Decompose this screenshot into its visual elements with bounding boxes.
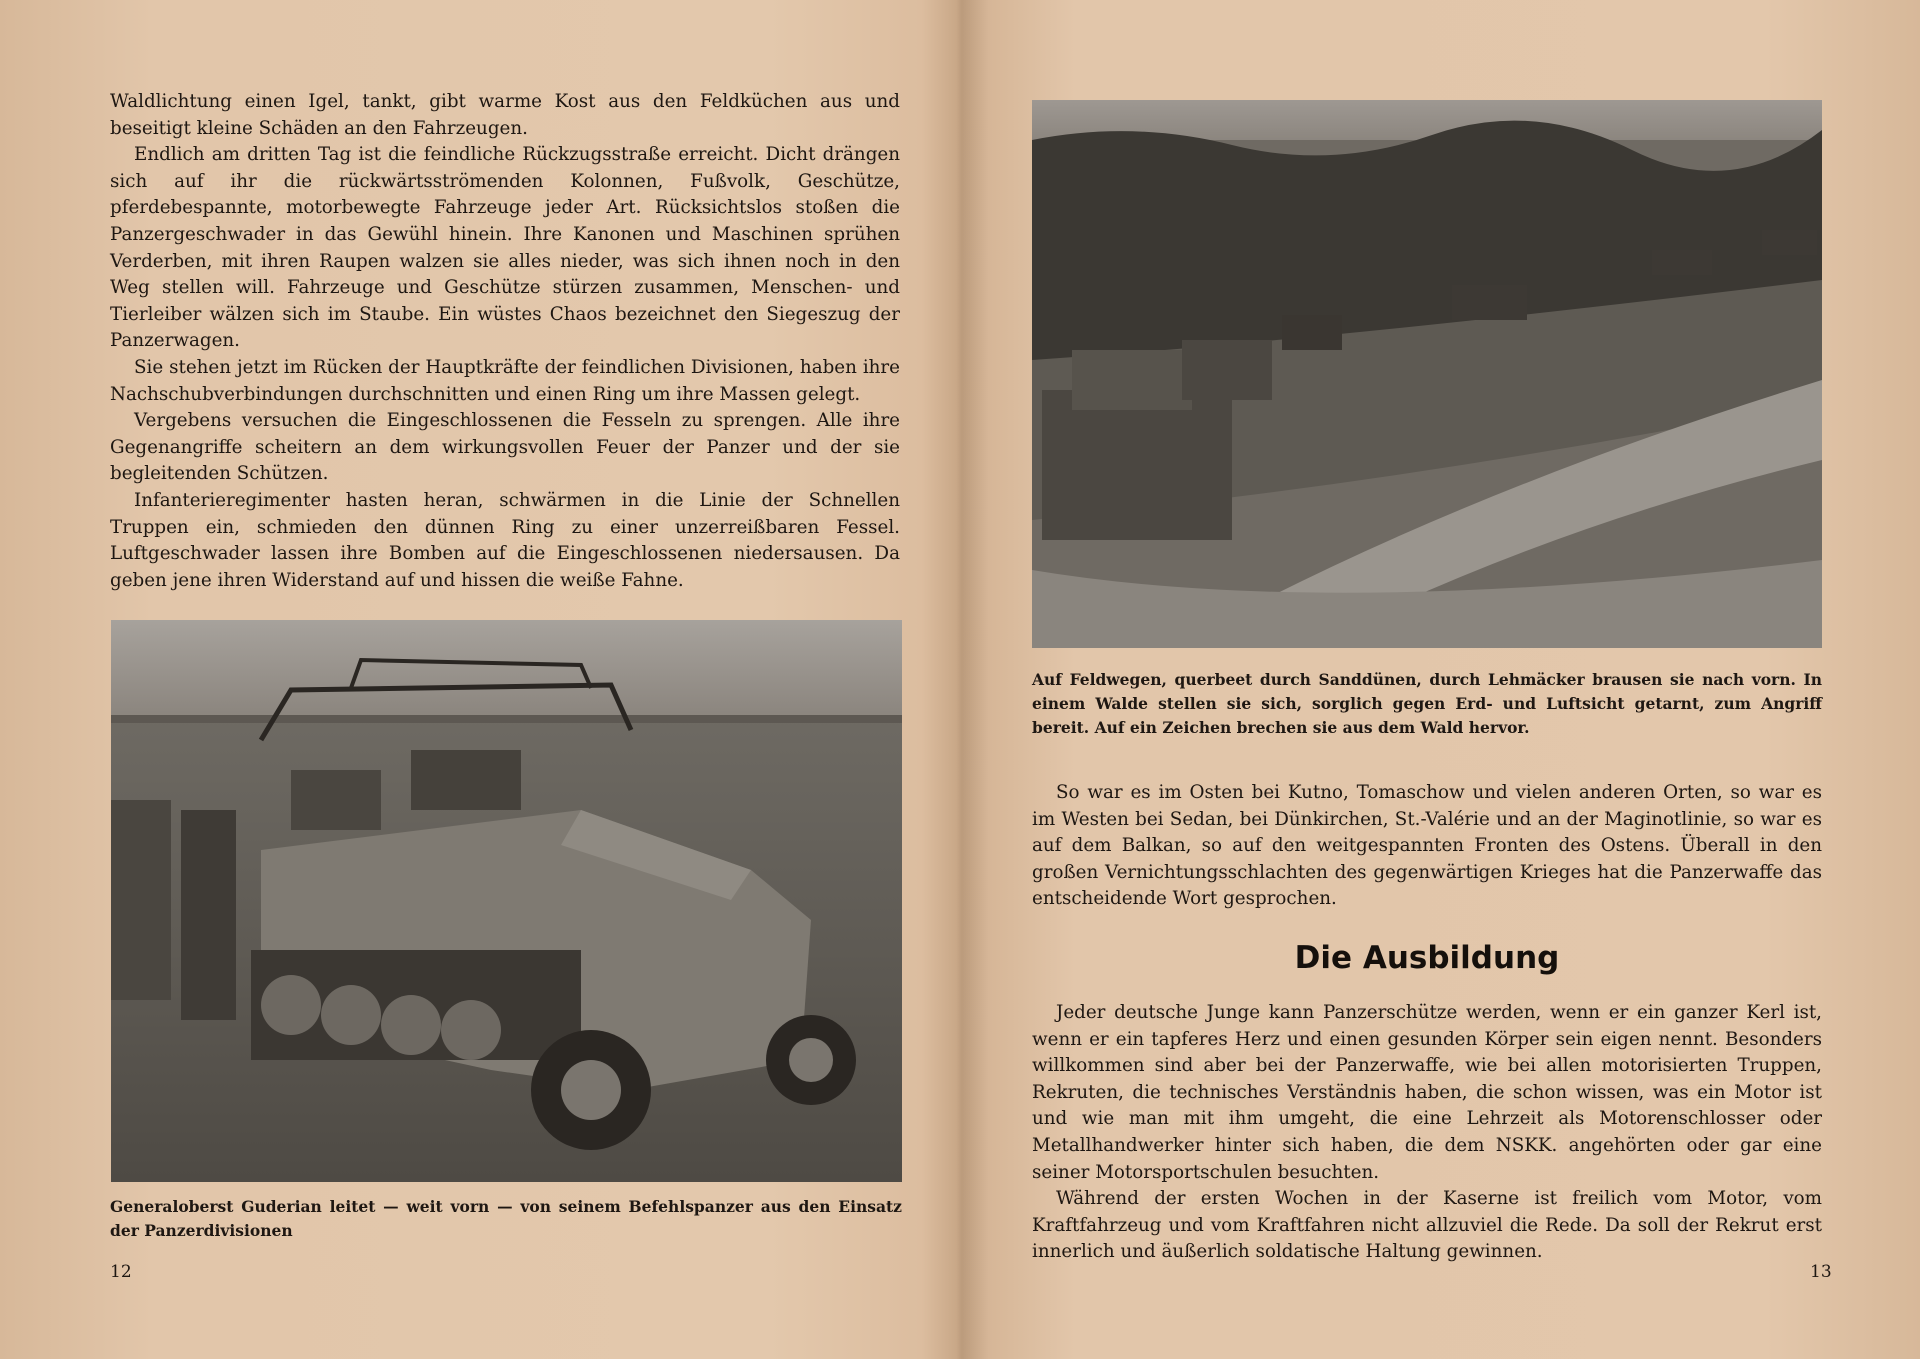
section-heading: Die Ausbildung xyxy=(1294,940,1560,976)
halftrack-command-vehicle-photo xyxy=(111,620,902,1182)
tanks-advancing-photo xyxy=(1032,100,1822,648)
left-body-text xyxy=(110,89,900,594)
right-page xyxy=(965,0,1920,1359)
training-body-text xyxy=(1032,1000,1822,1266)
paragraph: Infanterieregimenter hasten heran, schwärmen in die Linie der Schnellen Truppen ein, schmieden den dünnen Ring zu einer unzerreißbaren Fessel. Luftgeschwader lassen ihre Bomben auf die Eingeschlossenen niedersausen. Da geben jene ihren Widerstand auf und hissen die weiße Fahne. xyxy=(110,489,900,591)
paragraph: Vergebens versuchen die Eingeschlossenen die Fesseln zu sprengen. Alle ihre Gegenangriffe scheitern an dem wirkungsvollen Feuer der Panzer und der sie begleitenden Schützen. xyxy=(110,410,900,485)
page-number-left: 12 xyxy=(110,1262,132,1282)
paragraph: Sie stehen jetzt im Rücken der Hauptkräfte der feindlichen Divisionen, haben ihre Nachschubverbindungen durchschnitten und einen Ring um ihre Massen gelegt. xyxy=(110,356,900,405)
paragraph: Während der ersten Wochen in der Kaserne ist freilich vom Motor, vom Kraftfahrzeug und vom Kraftfahren nicht allzuviel die Rede. Da soll der Rekrut erst innerlich und äußerlich soldatische Haltung gewinnen. xyxy=(1032,1188,1822,1263)
left-photo-caption: Generaloberst Guderian leitet — weit vorn — von seinem Befehlspanzer aus den Einsatz der Panzerdivisionen xyxy=(110,1197,902,1240)
right-photo-caption: Auf Feldwegen, querbeet durch Sanddünen, durch Lehmäcker brausen sie nach vorn. In einem Walde stellen sie sich, sorglich gegen Erd- und Luftsicht getarnt, zum Angriff bereit. Auf ein Zeichen brechen sie aus dem Wald hervor. xyxy=(1032,670,1822,737)
page-number-right: 13 xyxy=(1810,1262,1832,1282)
paragraph: Jeder deutsche Junge kann Panzerschütze werden, wenn er ein ganzer Kerl ist, wenn er ein tapferes Herz und einen gesunden Körper sein eigen nennt. Besonders willkommen sind aber bei der Panzerwaffe, wie bei allen motorisierten Truppen, Rekruten, die technisches Verständnis haben, die schon wissen, was ein Motor ist und wie man mit ihm umgeht, die eine Lehrzeit als Motorenschlosser oder Metallhandwerker hinter sich haben, die dem NSKK. angehörten oder gar eine seiner Motorsportschulen besuchten. xyxy=(1032,1002,1822,1183)
east-west-paragraph-block xyxy=(1032,780,1822,913)
paragraph: Waldlichtung einen Igel, tankt, gibt warme Kost aus den Feldküchen aus und beseitigt kleine Schäden an den Fahrzeugen. xyxy=(110,91,900,139)
paragraph: Endlich am dritten Tag ist die feindliche Rückzugsstraße erreicht. Dicht drängen sich auf ihr die rückwärtsströmenden Kolonnen, Fußvolk, Geschütze, pferdebespannte, motorbewegte Fahrzeuge jeder Art. Rücksichtslos stoßen die Panzergeschwader in das Gewühl hinein. Ihre Kanonen und Maschinen sprühen Verderben, mit ihren Raupen walzen sie alles nieder, was sich ihnen noch in den Weg stellen will. Fahrzeuge und Geschütze stürzen zusammen, Menschen- und Tierleiber wälzen sich im Staube. Ein wüstes Chaos bezeichnet den Siegeszug der Panzerwagen. xyxy=(110,144,900,352)
paragraph: So war es im Osten bei Kutno, Tomaschow und vielen anderen Orten, so war es im Westen bei Sedan, bei Dünkirchen, St.-Valérie und an der Maginotlinie, so war es auf dem Balkan, so auf den weitgespannten Fronten des Ostens. Überall in den großen Vernichtungsschlachten des gegenwärtigen Krieges hat die Panzerwaffe das entscheidende Wort gesprochen. xyxy=(1032,782,1822,910)
